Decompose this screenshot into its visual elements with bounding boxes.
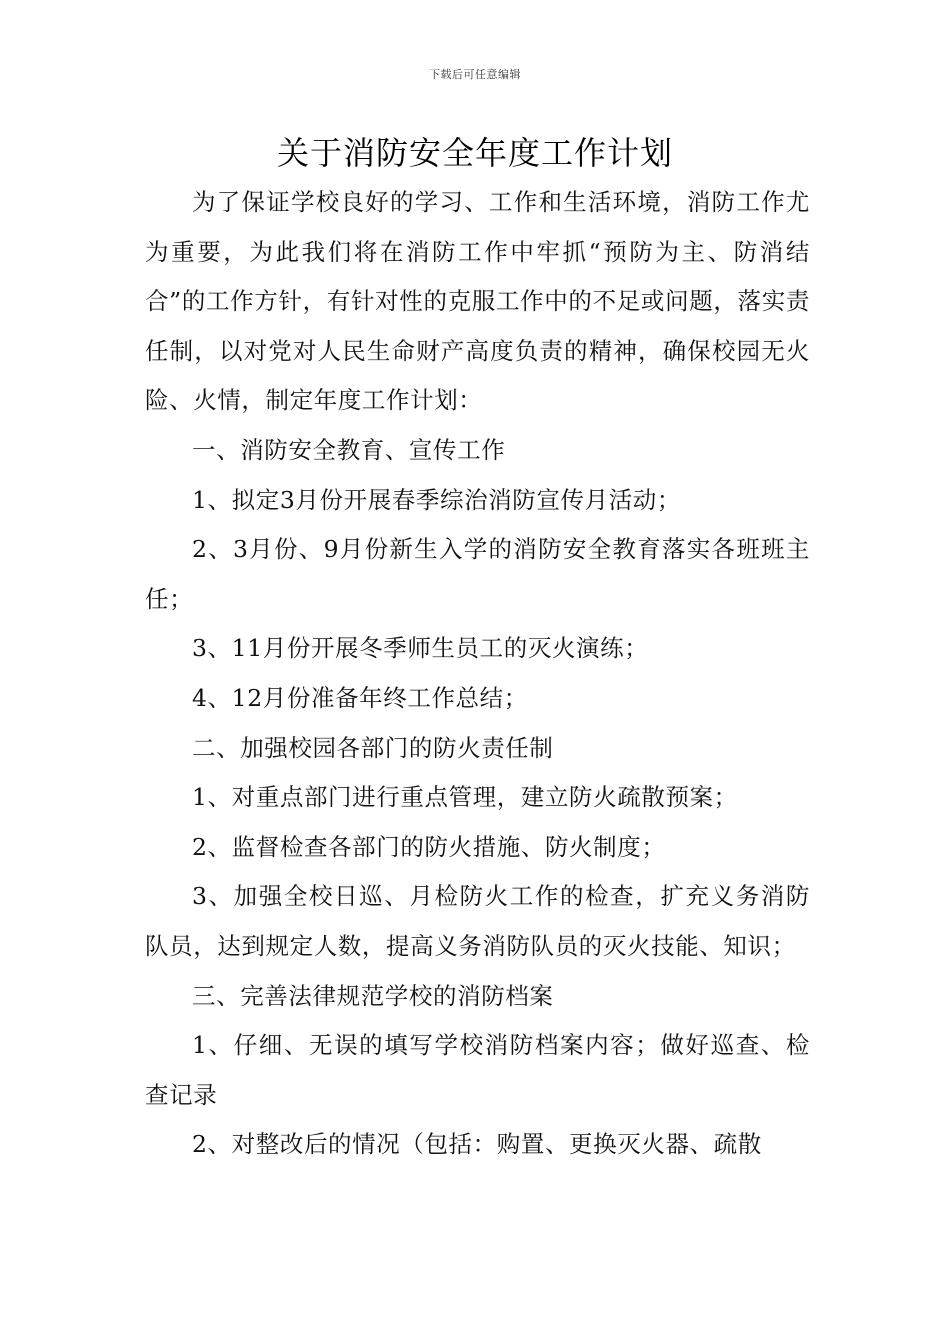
list-item: 2、3月份、9月份新生入学的消防安全教育落实各班班主任； xyxy=(145,535,810,613)
document-body xyxy=(145,178,810,1170)
section-heading-2: 二、加强校园各部门的防火责任制 xyxy=(192,733,554,762)
list-item: 1、拟定3月份开展春季综治消防宣传月活动； xyxy=(192,485,682,514)
section-heading-1: 一、消防安全教育、宣传工作 xyxy=(192,435,506,464)
section-heading-3: 三、完善法律规范学校的消防档案 xyxy=(192,981,554,1010)
header-note: 下载后可任意编辑 xyxy=(429,68,521,81)
list-item: 2、监督检查各部门的防火措施、防火制度； xyxy=(192,832,666,861)
document-title: 关于消防安全年度工作计划 xyxy=(276,134,673,172)
list-item: 3、11月份开展冬季师生员工的灭火演练； xyxy=(192,634,649,663)
list-item: 1、仔细、无误的填写学校消防档案内容；做好巡查、检查记录 xyxy=(145,1031,810,1109)
list-item: 3、加强全校日巡、月检防火工作的检查，扩充义务消防队员，达到规定人数，提高义务消防队员的灭火技能、知识； xyxy=(145,882,810,960)
list-item: 4、12月份准备年终工作总结； xyxy=(192,683,528,712)
intro-paragraph: 为了保证学校良好的学习、工作和生活环境，消防工作尤为重要，为此我们将在消防工作中牢抓“预防为主、防消结合”的工作方针，有针对性的克服工作中的不足或问题，落实责任制，以对党对人民生命财产高度负责的精神，确保校园无火险、火情，制定年度工作计划： xyxy=(145,188,810,415)
list-item: 1、对重点部门进行重点管理，建立防火疏散预案； xyxy=(192,783,738,812)
list-item: 2、对整改后的情况（包括：购置、更换灭火器、疏散 xyxy=(192,1130,762,1159)
